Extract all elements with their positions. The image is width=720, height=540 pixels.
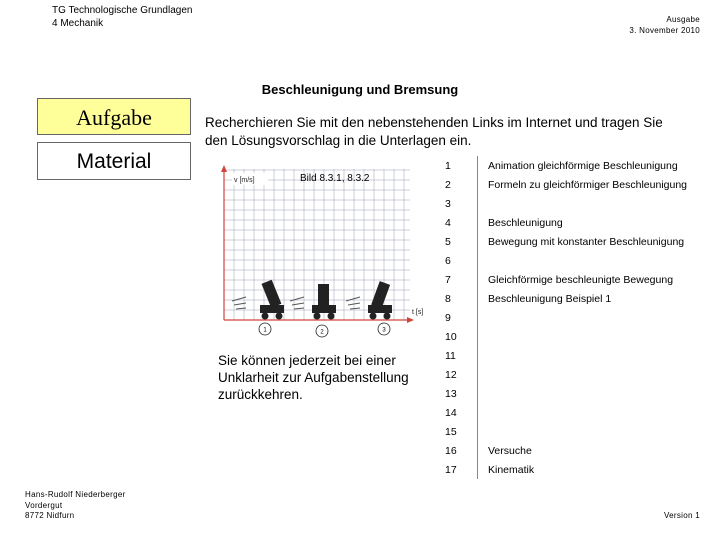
link-label [478,251,706,270]
version-label: Version 1 [663,511,700,520]
link-row[interactable] [435,289,705,308]
links-table [435,156,705,479]
link-label[interactable]: Animation gleichförmige Beschleunigung [488,159,678,172]
link-number: 17 [435,460,478,479]
course-chapter: 4 Mechanik [52,18,104,29]
author-city: 8772 Nidfurn [25,511,75,520]
link-number: 7 [435,270,478,289]
link-row [435,194,705,213]
link-number: 4 [435,213,478,232]
link-label [478,346,706,365]
page-title: Beschleunigung und Bremsung [261,82,459,97]
svg-text:3: 3 [382,327,386,334]
link-row [435,327,705,346]
link-number: 5 [435,232,478,251]
svg-text:1: 1 [263,327,267,334]
link-row[interactable] [435,213,705,232]
svg-text:2: 2 [320,329,324,336]
x-axis-arrow [407,317,414,323]
link-label[interactable]: Kinematik [488,463,535,476]
closing-text: Sie können jederzeit bei einer Unklarheit zur Aufgabenstellung zurückkehren. [218,353,409,402]
header-edition [629,14,700,36]
link-label[interactable]: Beschleunigung [488,216,563,229]
link-number: 8 [435,289,478,308]
footer-author [25,490,126,522]
edition-date: 3. November 2010 [629,26,700,35]
link-row [435,346,705,365]
link-row [435,403,705,422]
link-number: 16 [435,441,478,460]
link-number: 13 [435,384,478,403]
link-label [478,194,706,213]
author-name: Hans-Rudolf Niederberger [25,490,126,499]
link-number: 11 [435,346,478,365]
intro-text: Recherchieren Sie mit den nebenstehenden Links im Internet und tragen Sie den Lösungsvorschlag in die Unterlagen ein. [205,115,663,148]
car-marker-3 [378,323,390,335]
link-row[interactable] [435,175,705,194]
y-axis-label: v [m/s] [234,177,255,184]
material-button[interactable]: Material [37,142,191,180]
link-number: 15 [435,422,478,441]
author-street: Vordergut [25,500,63,510]
link-label [478,403,706,422]
link-row [435,308,705,327]
link-row [435,365,705,384]
course-title: TG Technologische Grundlagen [52,5,193,16]
aufgabe-button[interactable]: Aufgabe [37,98,191,135]
link-label [478,308,706,327]
figure-caption: Bild 8.3.1, 8.3.2 [300,173,370,184]
y-axis-arrow [221,165,227,172]
link-label[interactable]: Gleichförmige beschleunigte Bewegung [488,273,674,286]
velocity-figure [218,163,438,341]
link-number: 6 [435,251,478,270]
cart-3 [346,281,392,319]
link-number: 1 [435,156,478,175]
link-row [435,384,705,403]
x-axis-label: t [s] [412,309,424,316]
link-number: 10 [435,327,478,346]
link-row[interactable] [435,270,705,289]
link-number: 14 [435,403,478,422]
link-row [435,251,705,270]
link-number: 12 [435,365,478,384]
link-number: 2 [435,175,478,194]
edition-label: Ausgabe [666,15,700,24]
car-marker-1 [259,323,271,335]
link-label [478,384,706,403]
link-label [478,365,706,384]
link-number: 3 [435,194,478,213]
car-marker-2 [316,325,328,337]
link-label[interactable]: Versuche [488,444,532,457]
link-row[interactable] [435,156,705,175]
link-label [478,327,706,346]
cart-2 [290,284,336,320]
link-row[interactable] [435,232,705,251]
link-row [435,422,705,441]
header-course [52,4,192,30]
link-row[interactable] [435,460,705,479]
link-row[interactable] [435,441,705,460]
link-label [478,422,706,441]
link-label[interactable]: Formeln zu gleichförmiger Beschleunigung [488,178,688,191]
link-label[interactable]: Bewegung mit konstanter Beschleunigung [488,235,685,248]
cart-1 [232,280,284,320]
link-number: 9 [435,308,478,327]
link-label[interactable]: Beschleunigung Beispiel 1 [488,292,612,305]
